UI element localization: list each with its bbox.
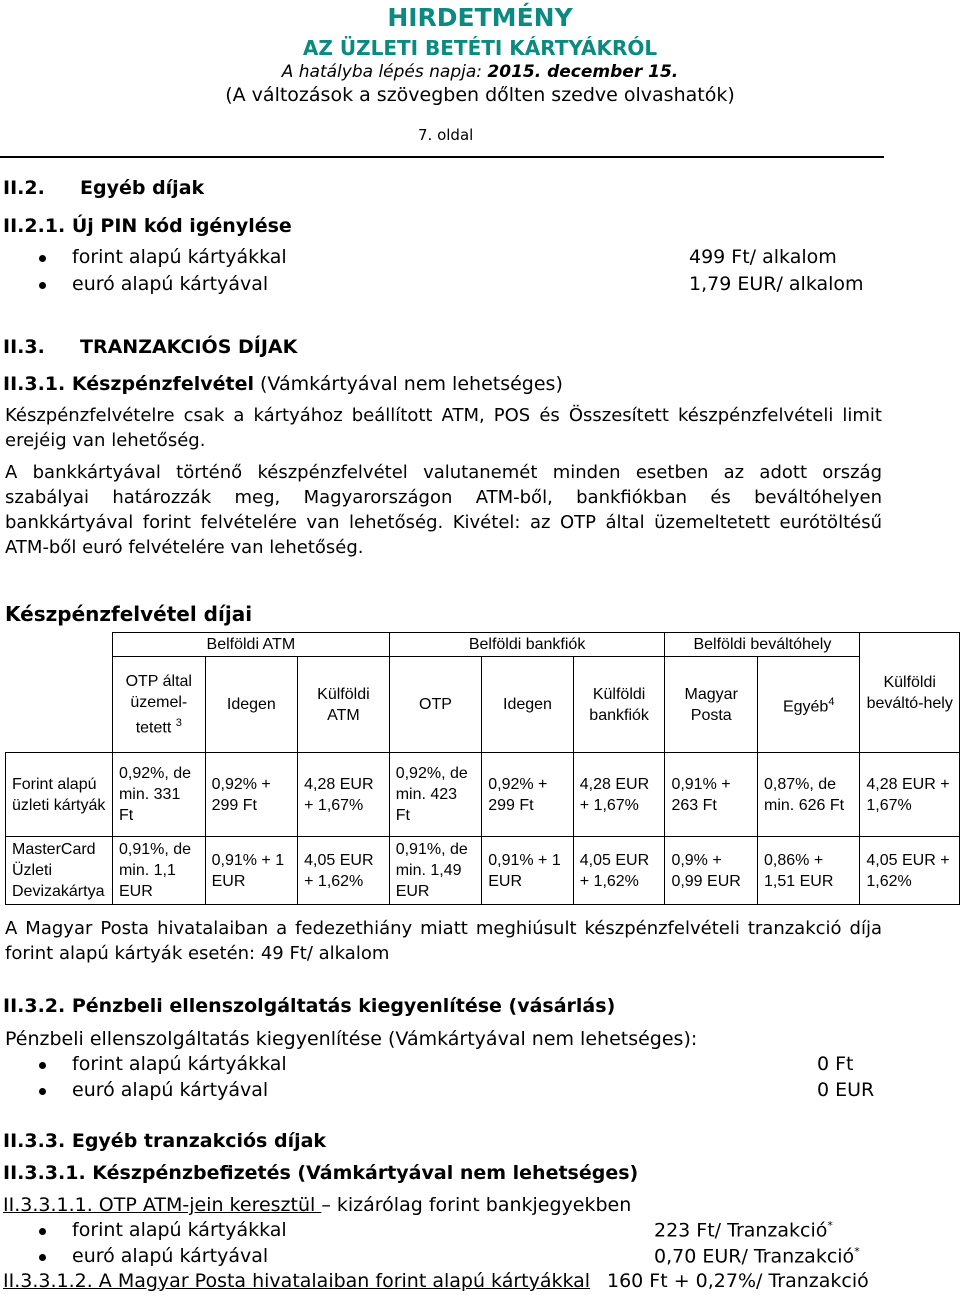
section-ii33-title: II.3.3. Egyéb tranzakciós díjak [3, 1130, 327, 1152]
table-row [6, 837, 960, 905]
table-cell: 0,86% + 1,51 EUR [758, 837, 860, 905]
section-ii31-heading [3, 373, 563, 395]
table-cell: 0,91% + 1 EUR [205, 837, 298, 905]
section-ii31-note: (Vámkártyával nem lehetséges) [253, 373, 563, 395]
pin-item-value: 1,79 EUR/ alkalom [689, 273, 864, 295]
column-header: Magyar Posta [665, 657, 758, 753]
notice-subtitle: AZ ÜZLETI BETÉTI KÁRTYÁKRÓL [302, 36, 658, 60]
table-cell: 4,28 EUR + 1,67% [573, 753, 665, 837]
deposit-item-amount: 0,70 EUR/ Tranzakció [654, 1245, 855, 1268]
column-header: Idegen [205, 657, 298, 753]
header-divider [0, 156, 884, 158]
purchase-item-value: 0 Ft [817, 1053, 854, 1075]
column-header: Külföldi ATM [298, 657, 390, 753]
column-header: OTP [389, 657, 482, 753]
section-ii3311-note: – kizárólag forint bankjegyekben [321, 1194, 632, 1216]
cash-withdrawal-fees-table [5, 632, 960, 905]
column-header-text: Egyéb [782, 698, 829, 716]
bullet [39, 1062, 46, 1069]
table-cell: 0,92%, de min. 423 Ft [389, 753, 482, 837]
pin-item-value: 499 Ft/ alkalom [689, 246, 837, 268]
table-cell: 0,91% + 263 Ft [665, 753, 758, 837]
section-ii21-title: II.2.1. Új PIN kód igénylése [3, 215, 292, 237]
section-ii2-title: Egyéb díjak [80, 177, 205, 199]
column-header: Külföldi beváltó-hely [860, 633, 960, 753]
row-header: MasterCard Üzleti Devizakártya [6, 837, 113, 905]
section-ii3312-value: 160 Ft + 0,27%/ Tranzakció [607, 1270, 869, 1292]
bullet [39, 255, 46, 262]
section-ii3312-title: II.3.3.1.2. A Magyar Posta hivatalaiban forint alapú kártyákkal [3, 1270, 591, 1292]
deposit-item-label: euró alapú kártyával [72, 1245, 269, 1267]
table-cell: 0,91%, de min. 1,1 EUR [112, 837, 205, 905]
table-cell: 4,28 EUR + 1,67% [860, 753, 960, 837]
group-header: Belföldi bankfiók [389, 633, 665, 657]
table-cell: 0,92% + 299 Ft [205, 753, 298, 837]
section-ii32-title: II.3.2. Pénzbeli ellenszolgáltatás kiegyenlítése (vásárlás) [3, 995, 616, 1017]
pin-item-label: forint alapú kártyákkal [72, 246, 287, 268]
footnote-mark: 4 [828, 695, 835, 708]
footnote-mark: * [827, 1219, 833, 1232]
bullet [39, 282, 46, 289]
column-header [758, 657, 860, 753]
deposit-item-value [654, 1245, 860, 1267]
section-ii3-title: TRANZAKCIÓS DÍJAK [80, 336, 298, 358]
column-header [112, 657, 205, 753]
table-cell: 0,87%, de min. 626 Ft [758, 753, 860, 837]
limit-paragraph: Készpénzfelvételre csak a kártyához beállított ATM, POS és Összesített készpénzfelvételi limit erejéig van lehetőség. [5, 405, 882, 451]
effective-date: 2015. december 15. [487, 62, 679, 82]
currency-paragraph: A bankkártyával történő készpénzfelvétel valutanemét minden esetben az adott ország szabályai határozzák meg, Magyarországon ATM-ből, bankfiókban és beváltóhelyen bankkártyával forint felvételére van lehetőség. Kivétel: az OTP által üzemeltetett eurótöltésű ATM-ből euró felvételére van lehetőség. [5, 462, 882, 558]
row-header: Forint alapú üzleti kártyák [6, 753, 113, 837]
purchase-item-label: forint alapú kártyákkal [72, 1053, 287, 1075]
table-cell: 4,05 EUR + 1,62% [573, 837, 665, 905]
section-ii331-title: II.3.3.1. Készpénzbefizetés (Vámkártyával nem lehetséges) [3, 1162, 639, 1184]
section-ii2-number: II.2. [3, 177, 45, 199]
deposit-item-label: forint alapú kártyákkal [72, 1219, 287, 1241]
column-header-text: OTP által üzemel-tetett [125, 672, 192, 737]
posta-insufficient-funds-note: A Magyar Posta hivatalaiban a fedezethiány miatt meghiúsult készpénzfelvételi tranzakció díja forint alapú kártyák esetén: 49 Ft/ alkalom [5, 918, 882, 964]
empty-corner [6, 633, 113, 753]
deposit-item-amount: 223 Ft/ Tranzakció [654, 1219, 828, 1242]
table-cell: 0,91%, de min. 1,49 EUR [389, 837, 482, 905]
bullet [39, 1228, 46, 1235]
notice-title: HIRDETMÉNY [387, 3, 573, 32]
page-number: 7. oldal [418, 126, 474, 144]
table-row [6, 753, 960, 837]
purchase-item-label: euró alapú kártyával [72, 1079, 269, 1101]
table-cell: 4,28 EUR + 1,67% [298, 753, 390, 837]
table-cell: 4,05 EUR + 1,62% [860, 837, 960, 905]
bullet [39, 1254, 46, 1261]
section-ii3311-heading [3, 1194, 631, 1216]
footnote-mark: 3 [175, 716, 182, 729]
section-ii31-title: II.3.1. Készpénzfelvétel [3, 373, 254, 395]
fees-table-title: Készpénzfelvétel díjai [5, 602, 253, 626]
footnote-mark: * [854, 1245, 860, 1258]
bullet [39, 1088, 46, 1095]
table-cell: 4,05 EUR + 1,62% [298, 837, 390, 905]
group-header: Belföldi beváltóhely [665, 633, 860, 657]
section-ii3-number: II.3. [3, 336, 45, 358]
table-cell: 0,91% + 1 EUR [482, 837, 574, 905]
purchase-item-value: 0 EUR [817, 1079, 875, 1101]
section-ii3311-title: II.3.3.1.1. OTP ATM-jein keresztül [3, 1194, 322, 1216]
table-cell: 0,92%, de min. 331 Ft [112, 753, 205, 837]
table-cell: 0,92% + 299 Ft [482, 753, 574, 837]
deposit-item-value [654, 1219, 833, 1241]
effective-prefix: A hatályba lépés napja: [281, 62, 488, 82]
column-header: Külföldi bankfiók [573, 657, 665, 753]
purchase-intro: Pénzbeli ellenszolgáltatás kiegyenlítése (Vámkártyával nem lehetséges): [5, 1028, 698, 1050]
changes-note: (A változások a szövegben dőlten szedve olvashatók) [225, 84, 735, 106]
column-header: Idegen [482, 657, 574, 753]
table-cell: 0,9% + 0,99 EUR [665, 837, 758, 905]
pin-item-label: euró alapú kártyával [72, 273, 269, 295]
effective-date-line [0, 62, 960, 82]
group-header: Belföldi ATM [112, 633, 389, 657]
